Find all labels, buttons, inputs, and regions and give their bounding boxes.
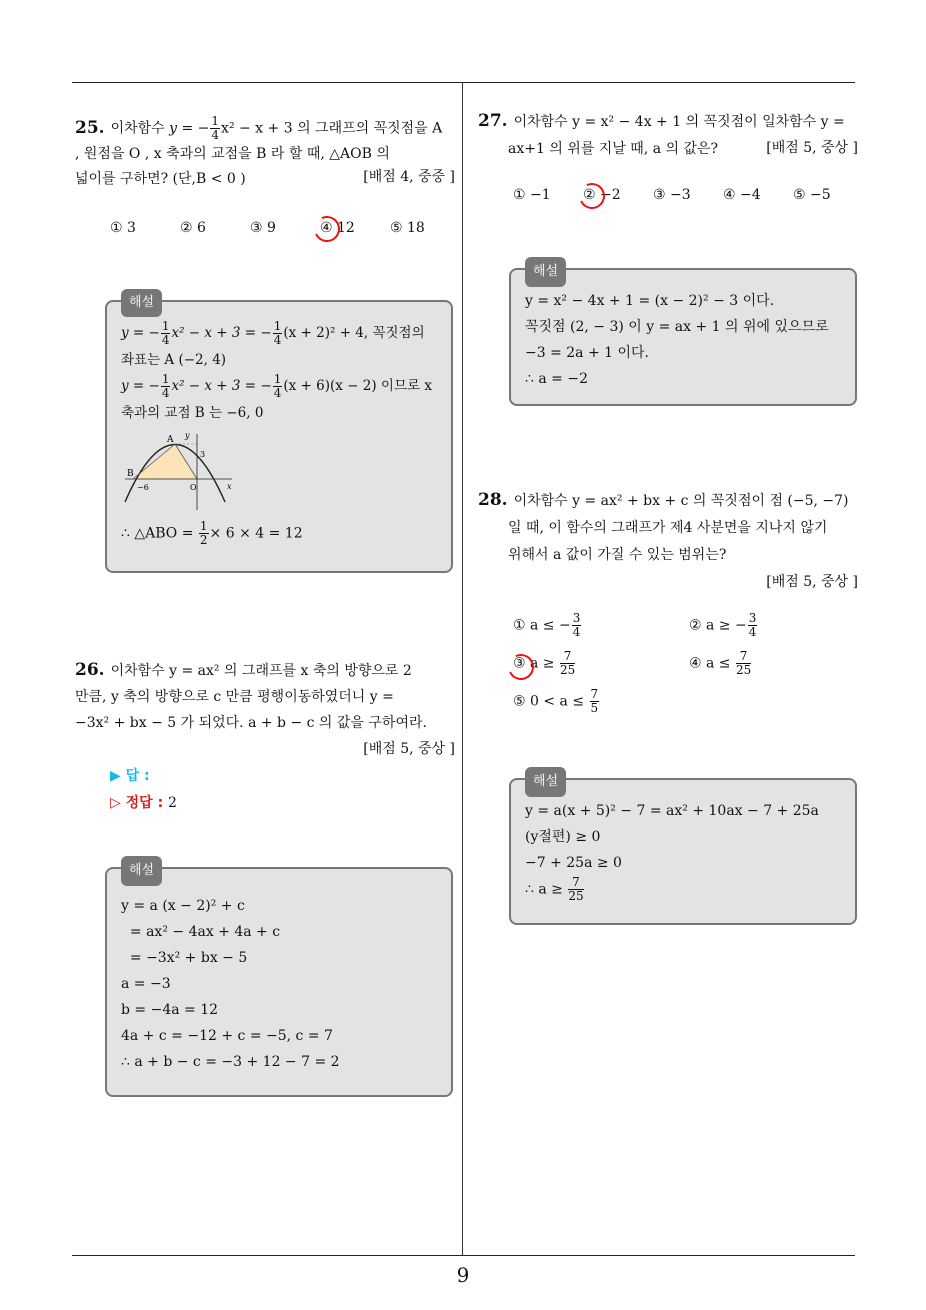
- answer-label: ▶ 답 :: [110, 768, 150, 784]
- question-27: 27. 이차함수 y = x² − 4x + 1 의 꼭짓점이 일차함수 y = ax+1 의 위를 지날 때, a 의 값은? [배점 5, 중상 ]: [478, 108, 858, 163]
- svg-text:x: x: [227, 482, 232, 491]
- choice-2[interactable]: ② −2: [583, 187, 621, 203]
- svg-text:−6: −6: [137, 483, 149, 492]
- choices-27: [513, 187, 863, 203]
- fraction: $\frac{1}{4}$: [211, 114, 220, 142]
- choice-1[interactable]: ① 3: [110, 220, 136, 236]
- choice-3[interactable]: ③ a ≥ $\frac{7}{25}$: [513, 649, 576, 677]
- svg-text:B: B: [127, 469, 134, 479]
- question-number: 25.: [75, 117, 105, 138]
- column-separator: [462, 82, 463, 1255]
- parabola-graph: [117, 432, 237, 512]
- choices-28: [513, 612, 853, 727]
- question-25: 25. 이차함수 y = − $\frac{1}{4}$ x² − x + 3 의 그래프의 꼭짓점을 A , 원점을 O , x 축과의 교점을 B 라 할 때, △AOB 의 넓이를 구하면? (단,B < 0 ) [배점 4, 중중 ]: [75, 115, 455, 192]
- choice-5[interactable]: ⑤ 0 < a ≤ $\frac{7}{5}$: [513, 687, 599, 715]
- question-26: 26. 이차함수 y = ax² 의 그래프를 x 축의 방향으로 2 만큼, y 축의 방향으로 c 만큼 평행이동하였더니 y = −3x² + bx − 5 가 되었다. a + b − c 의 값을 구하여라. [배점 5, 중상 ]: [75, 657, 455, 762]
- choice-1[interactable]: ① −1: [513, 187, 551, 203]
- question-number: 28.: [478, 490, 508, 510]
- choice-5[interactable]: ⑤ −5: [793, 187, 831, 203]
- choice-3[interactable]: ③ −3: [653, 187, 691, 203]
- solution-tag: 해설: [525, 767, 566, 797]
- question-28: 28. 이차함수 y = ax² + bx + c 의 꼭짓점이 점 (−5, −7) 일 때, 이 함수의 그래프가 제4 사분면을 지나지 않기 위해서 a 값이 가질 수 있는 범위는? [배점 5, 중상 ]: [478, 487, 858, 596]
- answer-mark-circle: [310, 212, 343, 245]
- score-meta: [배점 4, 중중 ]: [363, 169, 455, 185]
- solution-tag: 해설: [121, 856, 162, 886]
- svg-text:3: 3: [200, 450, 206, 459]
- score-meta: [배점 5, 중상 ]: [766, 574, 858, 590]
- choice-5[interactable]: ⑤ 18: [390, 220, 425, 236]
- solution-tag: 해설: [525, 257, 566, 287]
- svg-text:y: y: [185, 432, 190, 440]
- score-meta: [배점 5, 중상 ]: [363, 741, 455, 757]
- choice-1[interactable]: ① a ≤ − $\frac{3}{4}$: [513, 611, 581, 639]
- choices-25: [110, 220, 460, 236]
- solution-box-27: 해설 y = x² − 4x + 1 = (x − 2)² − 3 이다. 꼭짓점 (2, − 3) 이 y = ax + 1 의 위에 있으므로 −3 = 2a + 1 이다. ∴ a = −2: [509, 268, 857, 406]
- bottom-rule: [72, 1255, 855, 1256]
- svg-text:A: A: [167, 435, 174, 445]
- page-number: 9: [456, 1263, 470, 1287]
- top-rule: [72, 82, 855, 83]
- choice-4[interactable]: ④ −4: [723, 187, 761, 203]
- choice-2[interactable]: ② 6: [180, 220, 206, 236]
- choice-4[interactable]: ④ 12: [320, 220, 355, 236]
- svg-text:O: O: [190, 483, 197, 492]
- solution-box-26: 해설 y = a (x − 2)² + c = ax² − 4ax + 4a + c = −3x² + bx − 5 a = −3 b = −4a = 12 4a + c = −12 + c = −5, c = 7 ∴ a + b − c = −3 + 12 − 7 = 2: [105, 867, 453, 1097]
- correct-answer-label: ▷ 정답 : 2: [110, 795, 177, 811]
- choice-3[interactable]: ③ 9: [250, 220, 276, 236]
- choice-4[interactable]: ④ a ≤ $\frac{7}{25}$: [689, 649, 752, 677]
- question-number: 27.: [478, 111, 508, 131]
- solution-box-28: 해설 y = a(x + 5)² − 7 = ax² + 10ax − 7 + 25a (y절편) ≥ 0 −7 + 25a ≥ 0 ∴ a ≥ $\frac{7}{25}$: [509, 778, 857, 925]
- solution-tag: 해설: [121, 289, 162, 317]
- question-number: 26.: [75, 660, 105, 680]
- score-meta: [배점 5, 중상 ]: [766, 140, 858, 156]
- choice-2[interactable]: ② a ≥ − $\frac{3}{4}$: [689, 611, 757, 639]
- answer-mark-circle: [575, 179, 608, 212]
- solution-box-25: 해설 y = − $\frac{1}{4}$ x² − x + 3 = − $\frac{1}{4}$ (x + 2)² + 4, 꼭짓점의 좌표는 A (−2, 4) y = − $\frac{1}{4}$ x² − x + 3 = − $\frac{1}{4}$ (x + 6)(x − 2) 이므로 x 축과의 교점 B 는 −6, 0 y A 3 B −6 O x ∴ △ABO = $\frac{1}{2}$ × 6 × 4 = 12: [105, 300, 453, 573]
